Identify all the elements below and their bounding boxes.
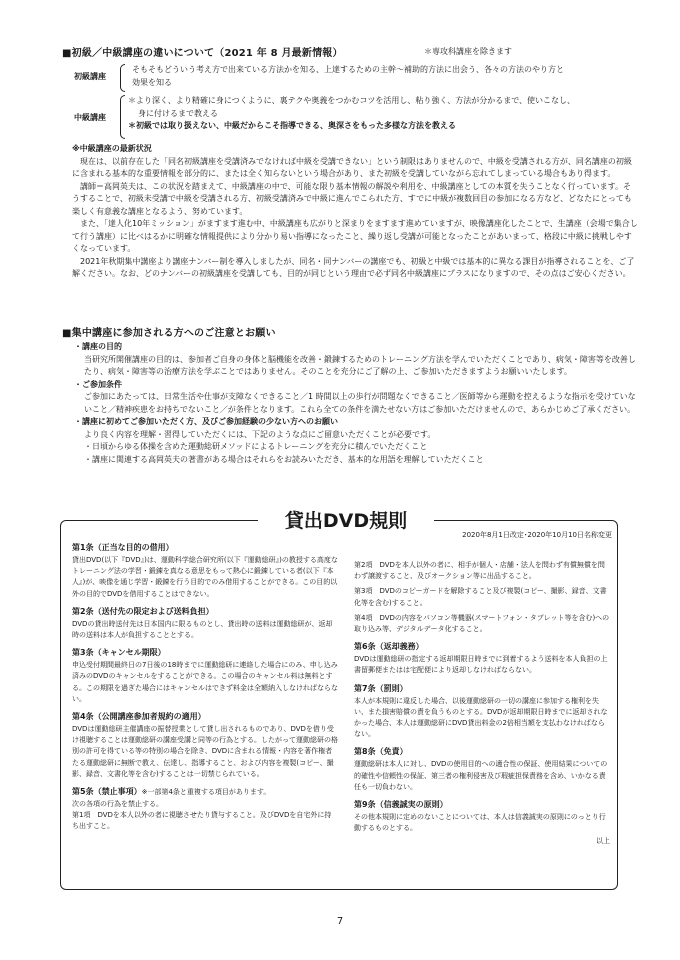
beginner-line: そもそもどういう考え方で出来ている方法かを知る、上達するための主幹〜補助的方法に出会う、各々の方法のやり方と [132, 65, 564, 74]
purpose-heading: ・講座の目的 [74, 342, 122, 351]
purpose-text: 当研究所開催講座の目的は、参加者ご自身の身体と脳機能を改善・鍛錬するためのトレーニング方法を学んでいただくことであり、病気・障害等を改善したり、病気・障害等の治療方法を学ぶことではありません。そのことを充分にご了解の上、ご参加いただきますようお願いいたします。 [84, 354, 636, 376]
dvd-rules-title: 貸出DVD規則 [258, 506, 434, 536]
page-number: 7 [336, 916, 344, 927]
latest-paragraph: また、「達人化10年ミッション」がますます進む中、中級講座も広がりと深まりをますます進めていますが、映像講座化したことで、生講座（会場で集合して行う講座）に比べはるかに明確な情報提供により分かり易い指導になったこと、繰り返し受講が可能となったことがあいまって、格段に中級に挑戦しやすくなっています。 [72, 219, 638, 253]
article-body: DVDは運動総研主催講座の振替授業として貸し出されるものであり、DVDを借り受け視聴することは運動総研の講座受講と同等の行為とする。したがって運動総研の格別の許可を得ている等の特別の場合を除き、DVDに含まれる情報・内容を著作権者たる運動総研に無断で教え、伝達し、指導すること、および内容を複製(コピー、撮影、録音、文書化等を含む)することは一切禁じられている。 [72, 725, 338, 778]
article-body: DVDの貸出時送付先は日本国内に限るものとし、貸出時の送料は運動総研が、返却時の送料は本人が負担することとする。 [72, 619, 333, 640]
first-time-bullet: ・日頃からゆる体操を含めた運動総研メソッドによるトレーニングを充分に積んでいただくこと [84, 442, 428, 451]
beginner-line: 効果を知る [132, 77, 172, 87]
article-body: 貸出DVD(以下『DVD』)は、運動科学総合研究所(以下『運動総研』)の教授する高度なトレーニング法の学習・鍛錬を真なる意思をもって熱心に鍛錬している者(以下『本人』)が、映像を通じ学習・鍛錬を行う目的でのみ借用することができる。この目的以外の目的でDVDを借用することはできない。 [72, 556, 338, 598]
article-item: 第2項 DVDを本人以外の者に、相手が個人・店舗・法人を問わず有償無償を問わず譲渡すること、及びオークション等に出品すること。 [354, 561, 605, 581]
intermediate-bold-line: ＊初級では取り扱えない、中級だからこそ指導できる、奥深さをもった多様な方法を教える [128, 121, 456, 130]
article-heading: 第9条（信義誠実の原則） [354, 800, 448, 810]
brace [120, 64, 125, 92]
article-heading: 第8条（免責） [354, 747, 408, 757]
brace [120, 95, 125, 139]
intermediate-line: 身に付けるまで教える [138, 108, 218, 118]
article-heading: 第1条（正当な目的の借用） [72, 543, 174, 552]
first-time-text: より良く内容を理解・習得していただくには、下記のような点にご留意いただくことが必要です。 [84, 429, 436, 439]
intermediate-line: ＊より深く、より精確に身につくように、裏テクや奥義をつかむコツを活用し、粘り強く、方法が分かるまで、使いこなし、 [128, 96, 576, 105]
article-heading: 第2条（送付先の限定および送料負担） [72, 606, 214, 616]
beginner-description [132, 64, 632, 89]
article-heading-text: 第5条（禁止事項） [72, 787, 142, 797]
article-item: 第3項 DVDのコピーガードを解除すること及び複製(コピー、撮影、録音、文書化等を含む)すること。 [354, 587, 607, 607]
article-body: 運動総研は本人に対し、DVDの使用目的への適合性の保証、使用結果についての的確性や信頼性の保証、第三者の権利侵害及び瑕疵担保責務を含め、いかなる責任も一切負わない。 [354, 760, 608, 791]
dvd-rules-date: 2020年8月1日改定･2020年10月10日名称変更 [462, 531, 612, 539]
conditions-heading: ・ご参加条件 [74, 379, 122, 389]
latest-paragraph: 2021年秋期集中講座より講座ナンバー制を導入しましたが、同名・同ナンバーの講座でも、初級と中級では基本的に異なる課目が指導されることを、ご了解ください。なお、どのナンバーの初級講座を受講しても、目的が同じという理由で必ず同名中級講座にプラスになりますので、その点はご安心ください。 [72, 256, 635, 278]
article-body: 次の各項の行為を禁止する。 [72, 800, 163, 809]
note-excluded: ＊専攻科講座を除きます [424, 47, 512, 56]
article-heading-suffix: ※一部第4条と重複する項目があります。 [141, 788, 271, 797]
article-item: 第1項 DVDを本人以外の者に視聴させたり貸与すること。及びDVDを自宅外に持ち出すこと。 [72, 811, 332, 831]
rules-end-mark: 以上 [596, 837, 610, 846]
latest-paragraph: 講師＝高岡英夫は、この状況を踏まえて、中級講座の中で、可能な限り基本情報の解説や利用を、中級講座としての本質を失うことなく行っています。そうすることで、初級未受講で中級を受講される方、初級受講済みで中級に進んでこられた方、すでに中級が複数回目の参加になる方など、どなたにとっても楽しく有意義な講座となるよう、努めています。 [72, 181, 632, 216]
article-body: 本人が本規則に違反した場合、以後運動総研の一切の講座に参加する権利を失い、また損害賠償の責を負うものとする。DVDが返却期限日時までに返却されなかった場合、本人は運動総研にDVD貸出料金の2倍相当額を支払わなければならない。 [354, 696, 608, 739]
conditions-text: ご参加にあたっては、日常生活や仕事が支障なくできること／1 時間以上の歩行が問題なくできること／医師等から運動を控えるような指示を受けていないこと／精神疾患をお持ちでないこと／が条件となります。これら全ての条件を満たせない方はご参加いただけませんので、あらかじめご了承ください。 [84, 392, 636, 414]
article-heading: 第3条（キャンセル期限） [72, 648, 166, 658]
article-heading [72, 786, 338, 798]
first-time-bullet: ・講座に関連する高岡英夫の著書がある場合はそれらをお読みいただき、基本的な用語を理解していただくこと [84, 454, 484, 464]
article-body: DVDは運動総研の指定する返却期限日時までに到着するよう送料を本人負担の上書留郵便またはは宅配便により返却しなければならない。 [354, 655, 608, 675]
rules-left-column [72, 536, 338, 833]
section-title-notes: ■集中講座に参加される方へのご注意とお願い [62, 328, 276, 339]
article-item: 第4項 DVDの内容をパソコン等機器(スマートフォン・タブレット等を含む)への取り込み等、デジタルデータ化すること。 [354, 613, 610, 634]
intermediate-label: 中級講座 [74, 113, 106, 122]
article-heading: 第7条（罰則） [354, 683, 408, 693]
first-time-heading: ・講座に初めてご参加いただく方、及びご参加経験の少ない方へのお願い [74, 417, 338, 426]
latest-status-block [72, 143, 638, 281]
latest-status-title: ※中級講座の最新状況 [72, 144, 152, 153]
rules-right-column [354, 560, 610, 848]
article-heading: 第4条（公開講座参加者規約の適用） [72, 712, 206, 722]
article-body: 申込受付期間最終日の7日後の18時までに運動総研に連絡した場合にのみ、申し込み済みのDVDのキャンセルをすることができる。この場合のキャンセル料は無料とする。この期限を過ぎた場合にはキャンセルはできず料金は全額納入しなければならない。 [72, 661, 338, 703]
article-body: その他本規則に定めのないことについては、本人は信義誠実の原則にのっとり行動するものとする。 [354, 813, 606, 833]
section-title-levels: ■初級／中級講座の違いについて（2021 年 8 月最新情報） [62, 48, 343, 59]
intermediate-description [128, 95, 638, 133]
beginner-label: 初級講座 [74, 72, 106, 81]
notes-block [74, 341, 640, 466]
latest-paragraph: 現在は、以前存在した「同名初級講座を受講済みでなければ中級を受講できない」という制限はありませんので、中級を受講される方が、同名講座の初級に含まれる基本的な重要情報を部分的に、または全く知らないという場合があり、また初級を受講していながら忘れてしまっている場合もあり得ます。 [72, 156, 632, 178]
article-heading: 第6条（返却義務） [354, 642, 424, 652]
